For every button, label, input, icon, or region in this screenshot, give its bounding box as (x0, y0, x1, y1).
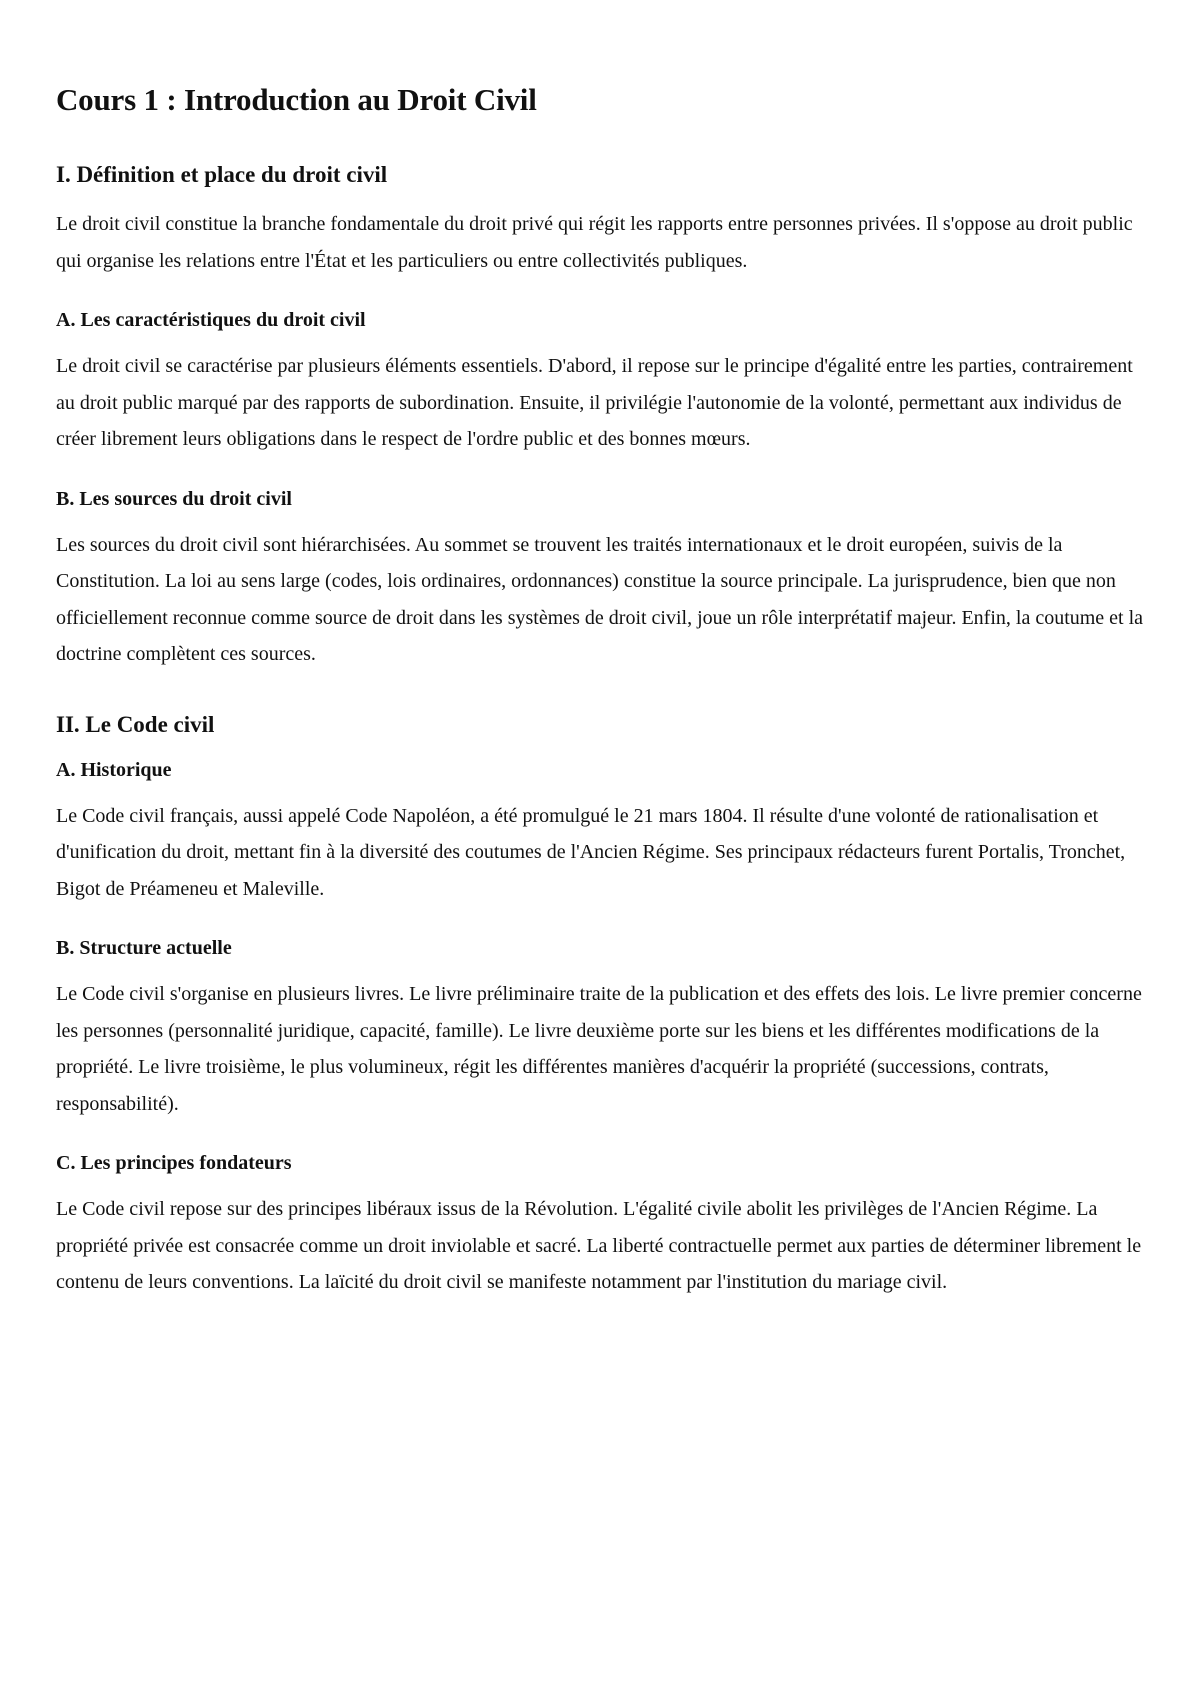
subsection-heading-caracteristiques: A. Les caractéristiques du droit civil (56, 309, 366, 331)
subsection-heading-historique: A. Historique (56, 758, 172, 781)
paragraph-structure: Le Code civil s'organise en plusieurs livres. Le livre préliminaire traite de la publication et des effets des lois. Le livre premier concerne les personnes (personnalité juridique, capacité, famille). Le livre deuxième porte sur les biens et les différentes modifications de la propriété. Le livre troisième, le plus volumineux, régit les différentes manières d'acquérir la propriété (successions, contrats, responsabilité). (56, 983, 1142, 1115)
section-heading-definition: I. Définition et place du droit civil (56, 162, 388, 187)
section-intro-paragraph: Le droit civil constitue la branche fondamentale du droit privé qui régit les rapports entre personnes privées. Il s'oppose au droit public qui organise les relations entre l'État et les particuliers ou entre collectivités publiques. (56, 213, 1133, 272)
subsection-heading-principes: C. Les principes fondateurs (56, 1152, 292, 1174)
subsection-heading-structure: B. Structure actuelle (56, 937, 232, 959)
page-title: Cours 1 : Introduction au Droit Civil (56, 82, 537, 117)
paragraph-sources: Les sources du droit civil sont hiérarchisées. Au sommet se trouvent les traités internationaux et le droit européen, suivis de la Constitution. La loi au sens large (codes, lois ordinaires, ordonnances) constitue la source principale. La jurisprudence, bien que non officiellement reconnue comme source de droit dans les systèmes de droit civil, joue un rôle interprétatif majeur. Enfin, la coutume et la doctrine complètent ces sources. (56, 533, 1144, 665)
section-heading-code-civil: II. Le Code civil (56, 711, 215, 737)
subsection-heading-sources: B. Les sources du droit civil (56, 487, 292, 510)
paragraph-historique: Le Code civil français, aussi appelé Code Napoléon, a été promulgué le 21 mars 1804. Il résulte d'une volonté de rationalisation et d'unification du droit, mettant fin à la diversité des coutumes de l'Ancien Régime. Ses principaux rédacteurs furent Portalis, Tronchet, Bigot de Préameneu et Maleville. (56, 804, 1126, 900)
paragraph-principes: Le Code civil repose sur des principes libéraux issus de la Révolution. L'égalité civile abolit les privilèges de l'Ancien Régime. La propriété privée est consacrée comme un droit inviolable et sacré. La liberté contractuelle permet aux parties de déterminer librement le contenu de leurs conventions. La laïcité du droit civil se manifeste notamment par l'institution du mariage civil. (56, 1198, 1142, 1293)
paragraph-caracteristiques: Le droit civil se caractérise par plusieurs éléments essentiels. D'abord, il repose sur le principe d'égalité entre les parties, contrairement au droit public marqué par des rapports de subordination. Ensuite, il privilégie l'autonomie de la volonté, permettant aux individus de créer librement leurs obligations dans le respect de l'ordre public et des bonnes mœurs. (56, 355, 1133, 450)
section-divider-space (56, 700, 1144, 710)
